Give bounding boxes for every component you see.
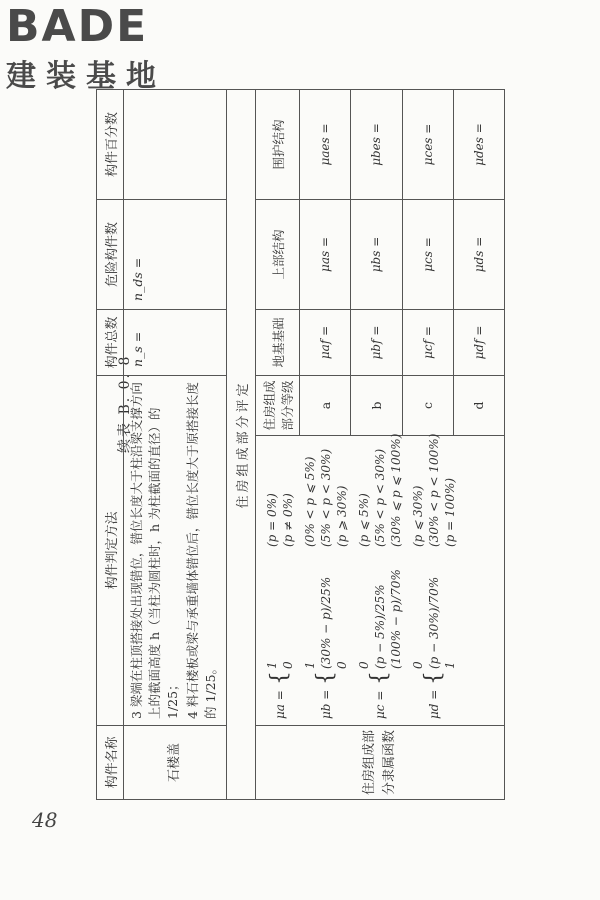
membership-label: 住房组成部分隶属函数 [256,726,505,800]
formula-mu-b: μb ={ 1(0% < p ⩽ 5%) (30% − p)/25%(5% < p < 30%) 0(p ⩾ 30%) [303,448,349,719]
dangerous-count-cell: n_ds = [124,199,227,309]
mu-df: μdf = [453,309,504,375]
method-item-3: 3 梁端在柱顶搭接处出现错位，错位长度大于柱沿梁支撑方向上的截面高度 h（当柱为圆柱时，h 为柱截面的直径）的 1/25； [129,382,180,719]
percent-cell [124,89,227,199]
header-enclosure: 围护结构 [256,89,300,199]
formula-mu-d: μd ={ 0(p ⩽ 30%) (p − 30%)/70%(30% < p < 100%) 1(p = 100%) [411,433,457,719]
header-method: 构件判定方法 [97,375,124,725]
header-row [97,89,124,799]
header-dangerous: 危险构件数 [97,199,124,309]
mu-bs: μbs = [351,199,402,309]
section-row [227,89,256,799]
mu-bes: μbes = [351,89,402,199]
grade-header-row [256,89,300,799]
rotated-table-container [96,90,505,800]
header-percent: 构件百分数 [97,89,124,199]
formula-mu-c: μc ={ 0(p ⩽ 5%) (p − 5%)/25%(5% < p < 30%) (100% − p)/70%(30% ⩽ p ⩽ 100%) [357,433,403,719]
header-superstructure: 上部结构 [256,199,300,309]
mu-ces: μces = [402,89,453,199]
formula-mu-a: μa ={ 1(p = 0%) 0(p ≠ 0%) [265,493,295,719]
stone-floor-row [124,89,227,799]
logo-text: BADE [6,1,149,52]
method-item-4: 4 料石楼板或梁与承重墙体错位后，错位长度大于原搭接长度的 1/25。 [185,382,218,719]
section-title: 住房组成部分评定 [227,89,256,799]
logo-subtitle: 建装基地 [6,59,166,94]
method-cell [124,375,227,725]
grade-c: c [402,375,453,435]
total-count-cell: n_s = [124,309,227,375]
mu-as: μas = [300,199,351,309]
evaluation-table [96,89,505,800]
mu-ds: μds = [453,199,504,309]
grade-header: 住房组成部分等级 [256,375,300,435]
mu-bf: μbf = [351,309,402,375]
header-foundation: 地基基础 [256,309,300,375]
bade-logo [6,2,176,94]
mu-af: μaf = [300,309,351,375]
mu-des: μdes = [453,89,504,199]
mu-cf: μcf = [402,309,453,375]
component-name-cell: 石楼盖 [124,726,227,800]
mu-aes: μaes = [300,89,351,199]
header-total: 构件总数 [97,309,124,375]
grade-d: d [453,375,504,435]
mu-cs: μcs = [402,199,453,309]
page-number: 48 [32,808,58,832]
header-component-name: 构件名称 [97,726,124,800]
grade-b: b [351,375,402,435]
membership-formulas [256,433,505,726]
table-caption: 续表 B. 0. 8 [117,354,133,453]
grade-a: a [300,375,351,435]
